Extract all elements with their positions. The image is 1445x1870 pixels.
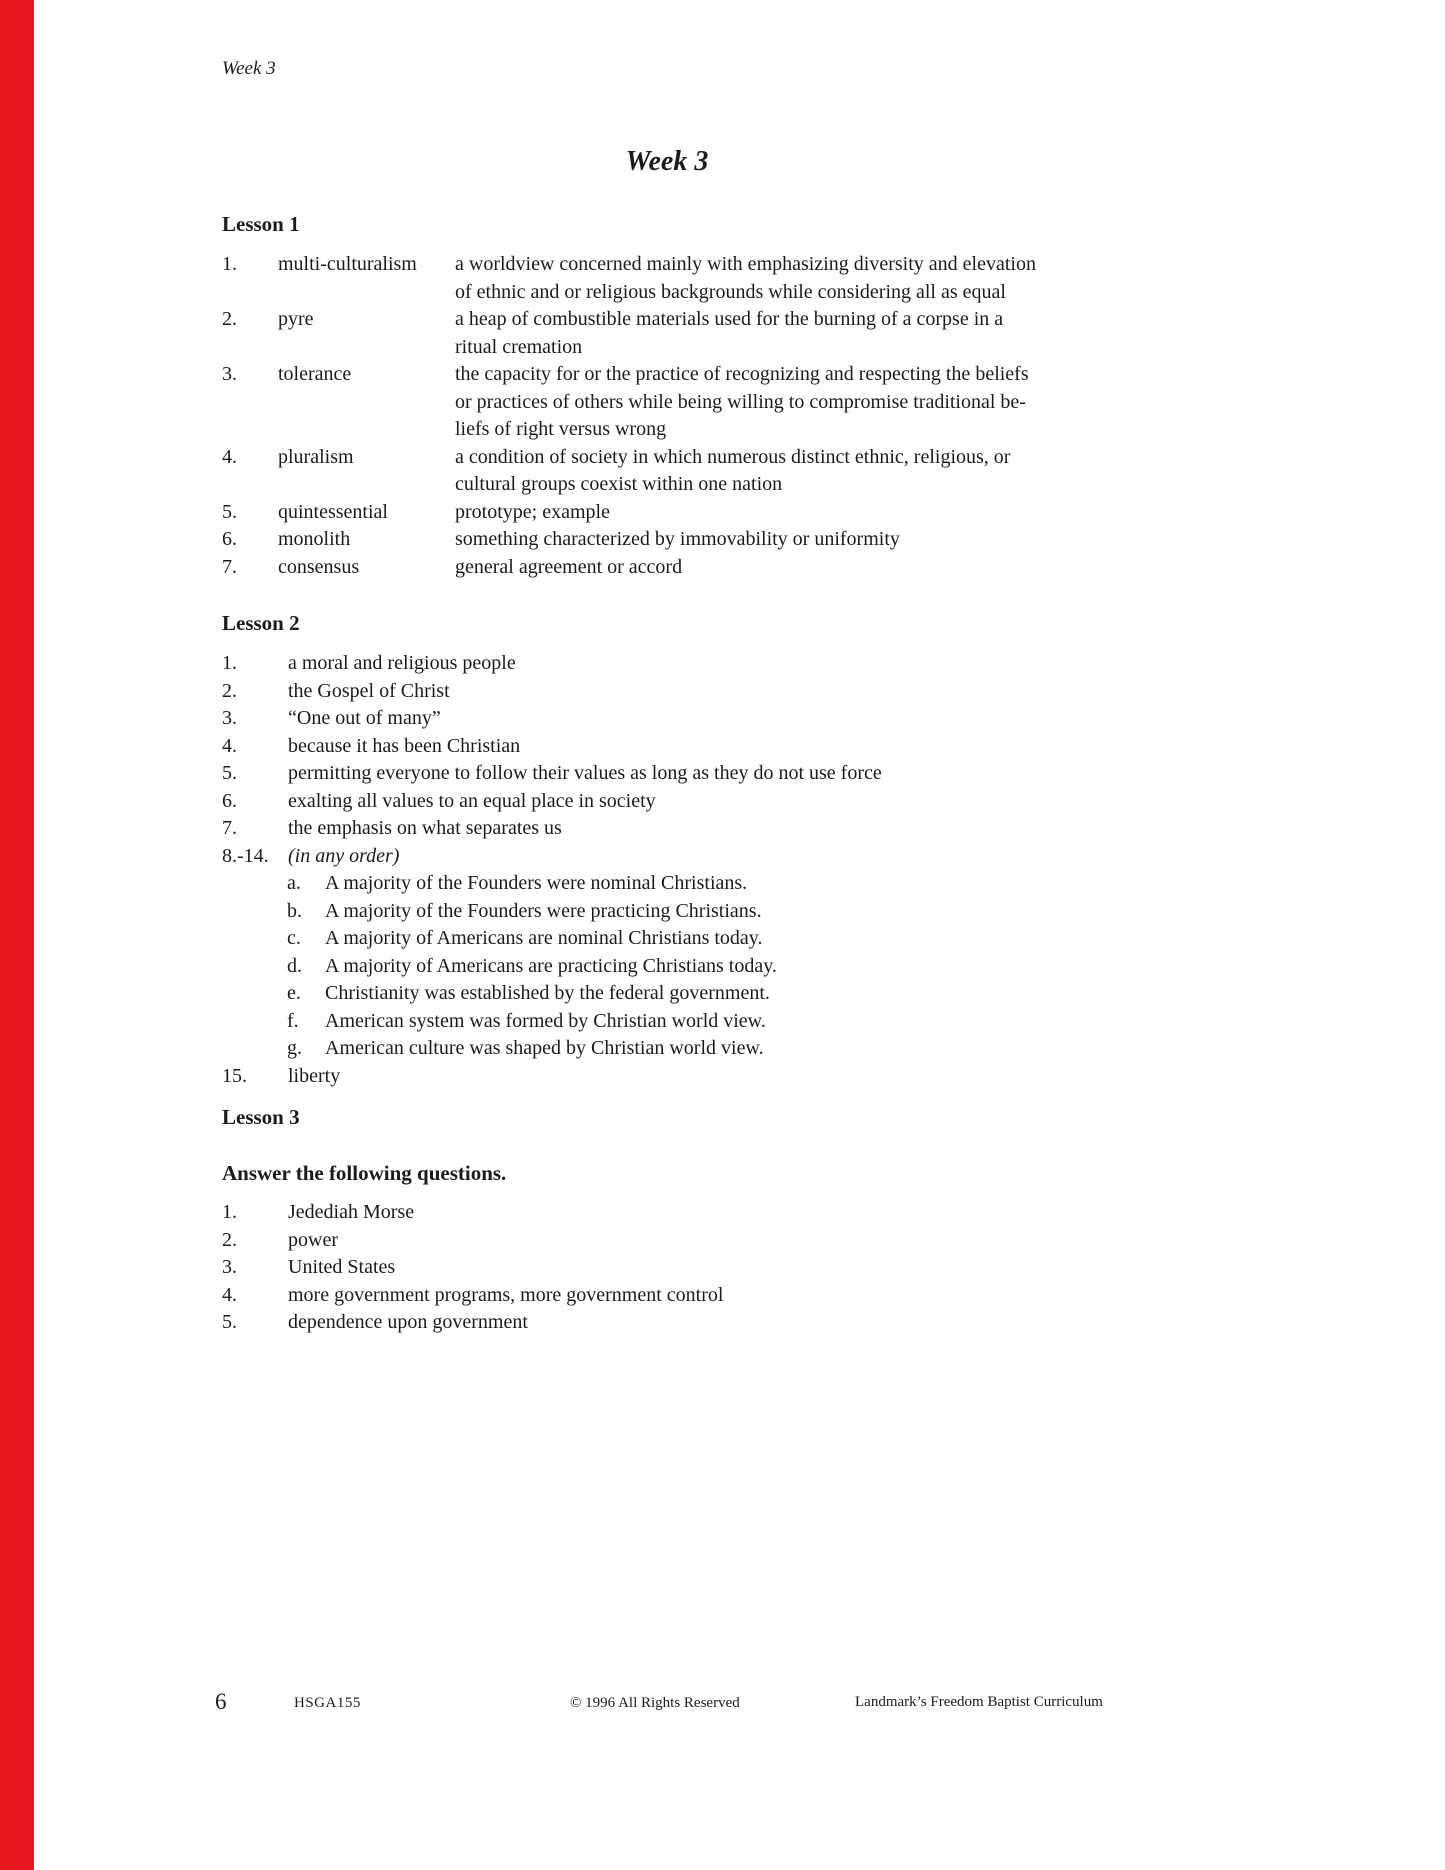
item-number: 5. bbox=[222, 1311, 237, 1333]
answer-subrow bbox=[287, 870, 1122, 898]
item-number: 3. bbox=[222, 363, 237, 385]
answer-row bbox=[222, 251, 1122, 306]
footer-publisher: Landmark’s Freedom Baptist Curriculum bbox=[855, 1694, 1103, 1710]
item-letter: e. bbox=[287, 982, 301, 1004]
item-letter: f. bbox=[287, 1009, 299, 1032]
lesson3-heading: Lesson 3 bbox=[222, 1105, 300, 1129]
answer-text: permitting everyone to follow their values as long as they do not use force bbox=[288, 762, 882, 784]
vocab-term: monolith bbox=[278, 528, 351, 550]
answer-text: “One out of many” bbox=[288, 707, 441, 729]
item-number: 1. bbox=[222, 253, 237, 275]
footer-page-number: 6 bbox=[215, 1689, 227, 1714]
definition-line: a heap of combustible materials used for the burning of a corpse in a bbox=[455, 308, 1004, 330]
answer-text: (in any order) bbox=[288, 844, 400, 867]
answer-text: dependence upon government bbox=[288, 1311, 528, 1333]
answer-row bbox=[222, 1199, 1122, 1227]
item-number: 6. bbox=[222, 528, 237, 550]
vocab-term: pluralism bbox=[278, 445, 354, 468]
vocab-term: consensus bbox=[278, 555, 360, 578]
vocab-term: tolerance bbox=[278, 363, 352, 385]
item-number: 2. bbox=[222, 1228, 237, 1251]
answer-row bbox=[222, 1282, 1122, 1310]
answer-row bbox=[222, 1309, 1122, 1337]
running-header: Week 3 bbox=[222, 58, 276, 79]
answer-text: A majority of Americans are practicing Christians today. bbox=[325, 954, 777, 977]
definition-line: or practices of others while being willing to compromise traditional be- bbox=[455, 390, 1026, 413]
page-title: Week 3 bbox=[625, 146, 709, 177]
definition-line: general agreement or accord bbox=[455, 555, 683, 578]
item-letter: a. bbox=[287, 872, 301, 894]
item-letter: b. bbox=[287, 899, 302, 922]
answer-subrow bbox=[287, 1008, 1122, 1036]
item-number: 2. bbox=[222, 308, 237, 330]
answer-row bbox=[222, 444, 1122, 499]
answer-subrow bbox=[287, 925, 1122, 953]
answer-row bbox=[222, 650, 1122, 678]
item-letter: g. bbox=[287, 1037, 302, 1059]
answer-row bbox=[222, 554, 1122, 582]
answer-row bbox=[222, 526, 1122, 554]
answer-row bbox=[222, 843, 1122, 871]
answer-text: American system was formed by Christian world view. bbox=[325, 1009, 766, 1032]
answer-text: A majority of the Founders were practicing Christians. bbox=[325, 899, 762, 922]
item-number: 5. bbox=[222, 500, 237, 523]
answer-row bbox=[222, 1254, 1122, 1282]
lesson2-answer-list bbox=[222, 650, 1122, 1090]
item-number: 4. bbox=[222, 445, 237, 468]
definition-line: a worldview concerned mainly with emphasizing diversity and elevation bbox=[455, 253, 1036, 275]
answer-row bbox=[222, 760, 1122, 788]
vocab-term: multi-culturalism bbox=[278, 253, 417, 275]
answer-subrow bbox=[287, 898, 1122, 926]
item-number: 1. bbox=[222, 1201, 237, 1223]
page-edge-stripe bbox=[0, 0, 34, 1870]
vocab-definition bbox=[455, 306, 1122, 361]
item-number: 15. bbox=[222, 1064, 247, 1087]
item-number: 1. bbox=[222, 652, 237, 674]
answer-text: American culture was shaped by Christian world view. bbox=[325, 1037, 764, 1059]
vocab-definition bbox=[455, 251, 1122, 306]
answer-row bbox=[222, 705, 1122, 733]
answer-text: Christianity was established by the federal government. bbox=[325, 982, 770, 1004]
item-number: 8.-14. bbox=[222, 844, 269, 867]
vocab-definition bbox=[455, 499, 1122, 527]
answer-text: the Gospel of Christ bbox=[288, 679, 450, 702]
vocab-definition bbox=[455, 526, 1122, 554]
answer-text: power bbox=[288, 1228, 338, 1251]
answer-text: a moral and religious people bbox=[288, 652, 516, 674]
item-number: 3. bbox=[222, 707, 237, 729]
definition-line: prototype; example bbox=[455, 500, 610, 523]
item-letter: d. bbox=[287, 954, 302, 977]
answer-text: the emphasis on what separates us bbox=[288, 817, 562, 839]
answer-text: Jedediah Morse bbox=[288, 1201, 415, 1223]
item-number: 4. bbox=[222, 1283, 237, 1306]
answer-text: A majority of Americans are nominal Christians today. bbox=[325, 927, 763, 949]
answer-subrow bbox=[287, 980, 1122, 1008]
answer-row bbox=[222, 499, 1122, 527]
item-number: 3. bbox=[222, 1256, 237, 1278]
answer-text: exalting all values to an equal place in society bbox=[288, 789, 656, 812]
definition-line: ritual cremation bbox=[455, 335, 583, 358]
answer-text: United States bbox=[288, 1256, 396, 1278]
answer-row bbox=[222, 306, 1122, 361]
definition-line: of ethnic and or religious backgrounds while considering all as equal bbox=[455, 280, 1006, 303]
item-number: 5. bbox=[222, 762, 237, 784]
lesson3-instruction: Answer the following questions. bbox=[222, 1161, 507, 1185]
answer-row bbox=[222, 788, 1122, 816]
answer-text: A majority of the Founders were nominal Christians. bbox=[325, 872, 748, 894]
vocab-definition bbox=[455, 361, 1122, 444]
definition-line: something characterized by immovability or uniformity bbox=[455, 528, 900, 550]
answer-row bbox=[222, 1063, 1122, 1091]
lesson3-answer-list bbox=[222, 1199, 1122, 1337]
item-number: 6. bbox=[222, 789, 237, 812]
item-number: 2. bbox=[222, 679, 237, 702]
answer-row bbox=[222, 678, 1122, 706]
definition-line: liefs of right versus wrong bbox=[455, 418, 667, 440]
footer-course-code: HSGA155 bbox=[294, 1695, 361, 1711]
answer-subrow bbox=[287, 953, 1122, 981]
answer-row bbox=[222, 361, 1122, 444]
answer-text: liberty bbox=[288, 1064, 341, 1087]
answer-row bbox=[222, 1227, 1122, 1255]
item-number: 4. bbox=[222, 734, 237, 757]
answer-text: because it has been Christian bbox=[288, 734, 521, 757]
vocab-definition bbox=[455, 554, 1122, 582]
item-letter: c. bbox=[287, 927, 301, 949]
definition-line: the capacity for or the practice of recognizing and respecting the beliefs bbox=[455, 363, 1029, 385]
footer-copyright: © 1996 All Rights Reserved bbox=[570, 1695, 740, 1711]
vocab-definition bbox=[455, 444, 1122, 499]
lesson2-heading: Lesson 2 bbox=[222, 611, 300, 635]
definition-line: a condition of society in which numerous distinct ethnic, religious, or bbox=[455, 445, 1011, 468]
vocab-term: quintessential bbox=[278, 500, 388, 523]
answer-row bbox=[222, 733, 1122, 761]
lesson1-answer-list bbox=[222, 251, 1122, 581]
lesson1-heading: Lesson 1 bbox=[222, 212, 300, 236]
answer-row bbox=[222, 815, 1122, 843]
item-number: 7. bbox=[222, 817, 237, 839]
answer-text: more government programs, more government control bbox=[288, 1283, 724, 1306]
definition-line: cultural groups coexist within one nation bbox=[455, 473, 783, 495]
vocab-term: pyre bbox=[278, 308, 314, 330]
answer-subrow bbox=[287, 1035, 1122, 1063]
item-number: 7. bbox=[222, 555, 237, 578]
